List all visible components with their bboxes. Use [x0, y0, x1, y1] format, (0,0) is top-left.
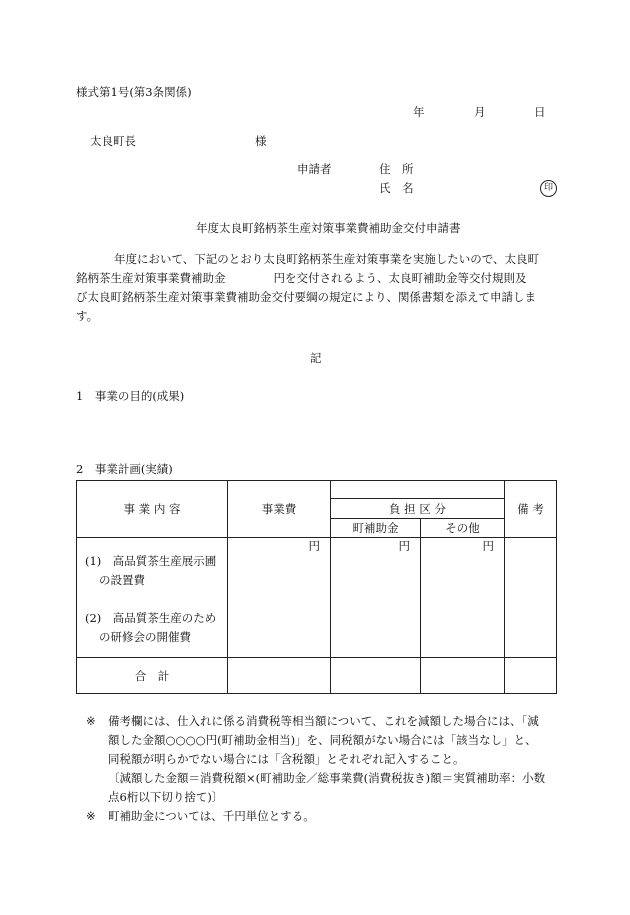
note-2 — [86, 807, 556, 826]
total-town-cell — [331, 658, 421, 694]
addressee-honorific: 様 — [255, 134, 267, 148]
header-town-subsidy: 町補助金 — [331, 519, 421, 538]
body-line-2a: 銘柄茶生産対策事業費補助金 — [76, 271, 226, 285]
plan-table — [76, 480, 557, 694]
note-1-mark: ※ — [86, 714, 96, 728]
header-other: その他 — [421, 519, 505, 538]
document-title: 年度太良町銘柄茶生産対策事業費補助金交付申請書 — [196, 221, 461, 235]
date-month-label: 月 — [474, 105, 486, 119]
section-1-heading: 1 事業の目的(成果) — [76, 389, 185, 403]
notes-cell — [505, 538, 557, 658]
town-yen-cell: 円 — [331, 538, 421, 658]
date-year-label: 年 — [413, 105, 425, 119]
form-number: 様式第1号(第3条関係) — [76, 85, 192, 99]
total-label: 合 計 — [77, 658, 228, 694]
items-cell — [77, 538, 228, 658]
body-line-1: 年度において、下記のとおり太良町銘柄茶生産対策事業を実施したいので、太良町 — [114, 252, 540, 266]
ki-heading: 記 — [310, 351, 322, 365]
item-2-line-1: (2) 高品質茶生産のため — [85, 611, 217, 625]
name-label: 氏 名 — [379, 181, 414, 195]
note-2-text: 町補助金については、千円単位とする。 — [108, 809, 315, 823]
addressee-name: 太良町長 — [90, 134, 136, 148]
other-yen-cell: 円 — [421, 538, 505, 658]
body-line-3: び太良町銘柄茶生産対策事業費補助金交付要綱の規定により、関係書類を添えて申請しま — [76, 290, 536, 304]
section-2-heading: 2 事業計画(実績) — [76, 462, 173, 476]
applicant-label: 申請者 — [297, 162, 332, 176]
total-notes-cell — [505, 658, 557, 694]
date-day-label: 日 — [534, 105, 546, 119]
item-1-line-1: (1) 高品質茶生産展示圃 — [85, 554, 217, 568]
body-line-2b: 円を交付されるよう、太良町補助金等交付規則及 — [273, 271, 527, 285]
address-label: 住 所 — [379, 162, 414, 176]
header-content: 事 業 内 容 — [77, 481, 228, 538]
note-2-mark: ※ — [86, 809, 96, 823]
header-cost: 事業費 — [228, 481, 331, 538]
note-1-line-1: 備考欄には、仕入れに係る消費税等相当額について、これを減額した場合には、「減 — [108, 714, 539, 728]
body-paragraph — [76, 250, 558, 326]
header-burden: 負 担 区 分 — [331, 499, 505, 519]
note-1-line-4: 〔減額した金額＝消費税額×(町補助金／総事業費(消費税抜き)額＝実質補助率：小数 — [108, 771, 546, 785]
seal-icon — [540, 179, 557, 197]
notes-section — [86, 712, 556, 826]
seal-mark: 印 — [540, 180, 557, 197]
item-2-line-2: の研修会の開催費 — [99, 630, 191, 644]
cost-yen-cell: 円 — [228, 538, 331, 658]
header-notes: 備 考 — [505, 481, 557, 538]
note-1-line-2: 額した金額○○○○円(町補助金相当)」を、同税額がない場合には「該当なし」と、 — [108, 733, 537, 747]
header-burden-spacer — [331, 481, 505, 499]
body-line-2 — [76, 269, 558, 288]
item-1-line-2: の設置費 — [99, 573, 145, 587]
note-1-line-3: 同税額が明らかでない場合には「含税額」とそれぞれ記入すること。 — [108, 752, 465, 766]
total-other-cell — [421, 658, 505, 694]
note-1-line-5: 点6桁以下切り捨て)〕 — [108, 790, 224, 804]
body-line-4: す。 — [76, 309, 99, 323]
note-1 — [86, 712, 556, 731]
total-cost-cell — [228, 658, 331, 694]
